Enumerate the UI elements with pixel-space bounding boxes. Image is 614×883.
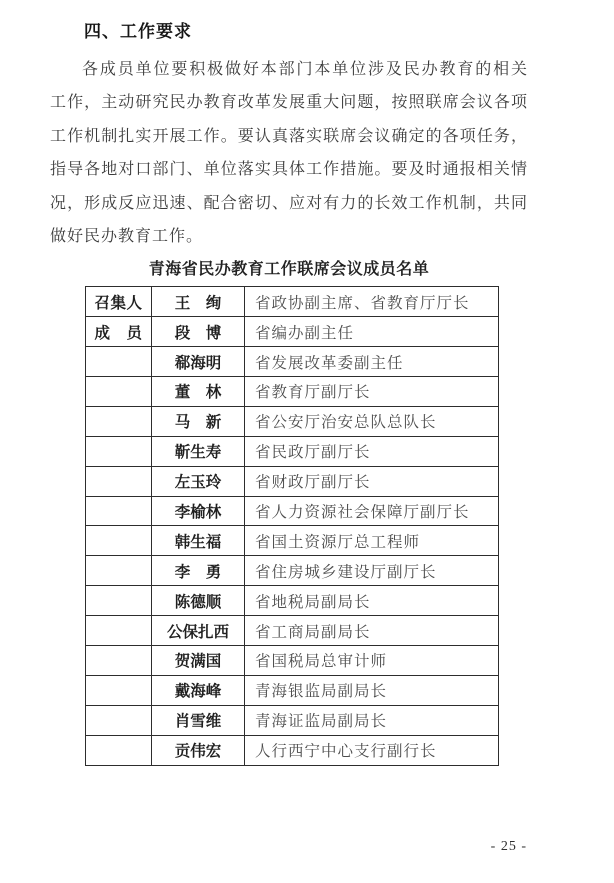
role-cell [86, 586, 152, 616]
role-cell [86, 675, 152, 705]
role-cell [86, 377, 152, 407]
body-text-line: 工作，主动研究民办教育改革发展重大问题，按照联席会议各项 [50, 94, 528, 112]
table-row [86, 586, 499, 616]
role-cell [86, 466, 152, 496]
role-cell [86, 406, 152, 436]
position-cell: 省国土资源厅总工程师 [245, 526, 499, 556]
role-cell [86, 735, 152, 765]
table-row [86, 705, 499, 735]
members-table-body [86, 287, 499, 765]
table-row [86, 616, 499, 646]
section-heading: 四、工作要求 [84, 22, 192, 41]
name-cell: 段 博 [152, 317, 245, 347]
position-cell: 省公安厅治安总队总队长 [245, 406, 499, 436]
table-row [86, 377, 499, 407]
table-row [86, 436, 499, 466]
position-cell: 省国税局总审计师 [245, 646, 499, 676]
name-cell: 郗海明 [152, 347, 245, 377]
position-cell: 省财政厅副厅长 [245, 466, 499, 496]
name-cell: 戴海峰 [152, 675, 245, 705]
position-cell: 青海银监局副局长 [245, 675, 499, 705]
position-cell: 省工商局副局长 [245, 616, 499, 646]
position-cell: 青海证监局副局长 [245, 705, 499, 735]
table-row [86, 675, 499, 705]
table-title: 青海省民办教育工作联席会议成员名单 [148, 261, 430, 279]
position-cell: 省编办副主任 [245, 317, 499, 347]
name-cell: 李榆林 [152, 496, 245, 526]
role-cell [86, 646, 152, 676]
body-text-line: 做好民办教育工作。 [50, 227, 204, 245]
role-cell: 成 员 [86, 317, 152, 347]
position-cell: 省地税局副局长 [245, 586, 499, 616]
page-number: - 25 - [490, 839, 527, 854]
body-text-line: 工作机制扎实开展工作。要认真落实联席会议确定的各项任务， [50, 127, 528, 145]
body-text-line: 各成员单位要积极做好本部门本单位涉及民办教育的相关 [82, 61, 528, 78]
name-cell: 公保扎西 [152, 616, 245, 646]
position-cell: 省政协副主席、省教育厅厅长 [245, 287, 499, 317]
role-cell [86, 526, 152, 556]
table-row [86, 287, 499, 317]
table-row [86, 466, 499, 496]
name-cell: 董 林 [152, 377, 245, 407]
role-cell: 召集人 [86, 287, 152, 317]
name-cell: 王 绚 [152, 287, 245, 317]
table-row [86, 406, 499, 436]
table-row [86, 646, 499, 676]
body-text-line: 指导各地对口部门、单位落实具体工作措施。要及时通报相关情 [50, 161, 528, 179]
position-cell: 省住房城乡建设厅副厅长 [245, 556, 499, 586]
table-row [86, 526, 499, 556]
table-row [86, 317, 499, 347]
role-cell [86, 496, 152, 526]
position-cell: 人行西宁中心支行副行长 [245, 735, 499, 765]
table-row [86, 496, 499, 526]
position-cell: 省教育厅副厅长 [245, 377, 499, 407]
table-row [86, 735, 499, 765]
body-text-line: 况，形成反应迅速、配合密切、应对有力的长效工作机制，共同 [50, 194, 528, 212]
position-cell: 省民政厅副厅长 [245, 436, 499, 466]
table-row [86, 347, 499, 377]
members-table [85, 286, 499, 765]
role-cell [86, 436, 152, 466]
role-cell [86, 616, 152, 646]
role-cell [86, 347, 152, 377]
name-cell: 靳生寿 [152, 436, 245, 466]
name-cell: 陈德顺 [152, 586, 245, 616]
name-cell: 李 勇 [152, 556, 245, 586]
name-cell: 韩生福 [152, 526, 245, 556]
body-paragraph [50, 53, 528, 253]
role-cell [86, 705, 152, 735]
position-cell: 省人力资源社会保障厅副厅长 [245, 496, 499, 526]
name-cell: 马 新 [152, 406, 245, 436]
name-cell: 贡伟宏 [152, 735, 245, 765]
table-row [86, 556, 499, 586]
name-cell: 肖雪维 [152, 705, 245, 735]
position-cell: 省发展改革委副主任 [245, 347, 499, 377]
name-cell: 左玉玲 [152, 466, 245, 496]
page-content [50, 20, 528, 766]
name-cell: 贺满国 [152, 646, 245, 676]
role-cell [86, 556, 152, 586]
